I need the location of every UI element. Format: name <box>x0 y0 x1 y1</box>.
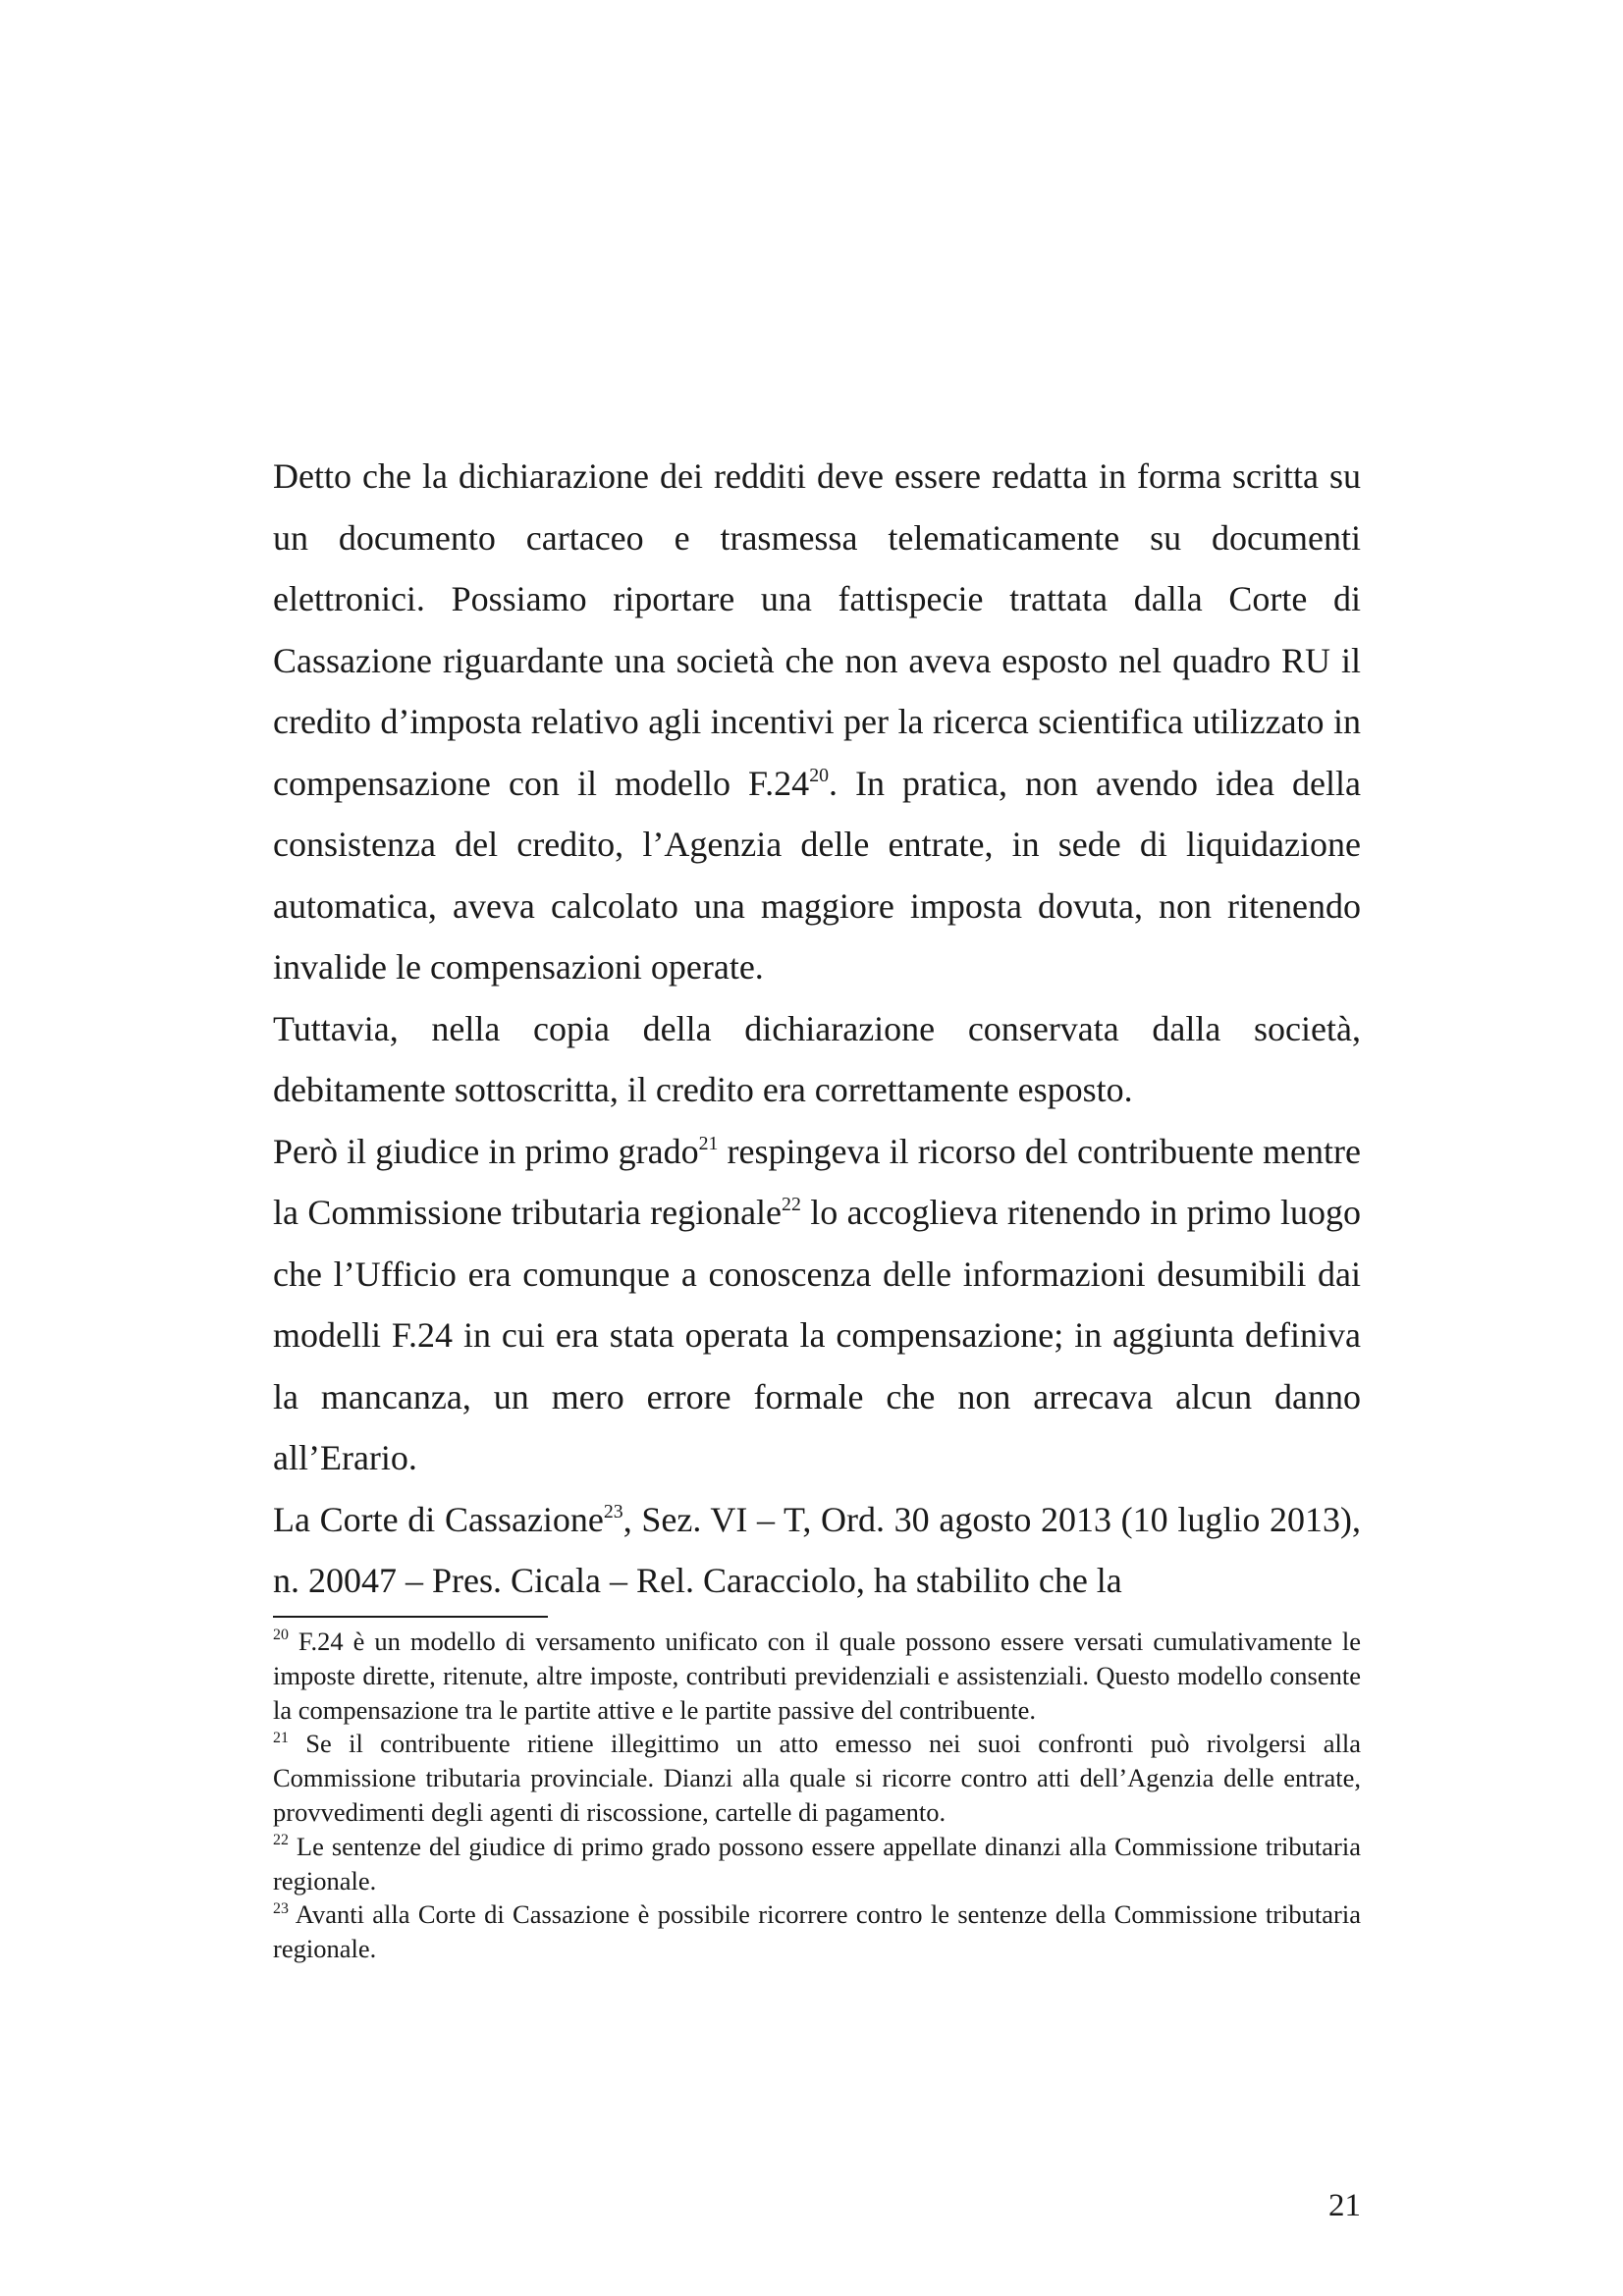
footnote-text: F.24 è un modello di versamento unificato con il quale possono essere versati cumulativamente le imposte dirette, ritenute, altre imposte, contributi previdenziali e assistenziali. Questo modello consente la compensazione tra le partite attive e le partite passive del contribuente. <box>273 1627 1361 1725</box>
footnote-ref-23[interactable]: 23 <box>603 1500 623 1522</box>
footnote-text: Le sentenze del giudice di primo grado possono essere appellate dinanzi alla Commissione tributaria regionale. <box>273 1831 1361 1896</box>
footnote-20 <box>273 1625 1361 1727</box>
footnote-number: 21 <box>273 1729 289 1746</box>
paragraph-1-text: Detto che la dichiarazione dei redditi deve essere redatta in forma scritta su un documento cartaceo e trasmessa telematicamente su documenti elettronici. Possiamo riportare una fattispecie trattata dalla Corte di Cassazione riguardante una società che non aveva esposto nel quadro RU il credito d’imposta relativo agli incentivi per la ricerca scientifica utilizzato in compensazione con il modello F.24 <box>273 456 1361 803</box>
paragraph-3-text-cont: respingeva il ricorso del contribuente mentre la Commissione tributaria regionale <box>273 1131 1362 1232</box>
footnote-text: Avanti alla Corte di Cassazione è possibile ricorrere contro le sentenze della Commissione tributaria regionale. <box>273 1899 1361 1964</box>
body-text <box>273 446 1361 1612</box>
footnotes <box>273 1625 1361 1966</box>
footnote-separator <box>273 1616 548 1618</box>
footnote-number: 20 <box>273 1627 289 1644</box>
footnote-ref-22[interactable]: 22 <box>782 1194 801 1216</box>
footnote-number: 22 <box>273 1832 289 1849</box>
paragraph-4-text-cont: , Sez. VI – T, Ord. 30 agosto 2013 (10 luglio 2013), n. 20047 – Pres. Cicala – Rel. Caracciolo, ha stabilito che la <box>273 1499 1361 1600</box>
paragraph-3 <box>273 1121 1361 1489</box>
paragraph-1-text-cont: . In pratica, non avendo idea della consistenza del credito, l’Agenzia delle entrate, in sede di liquidazione automatica, aveva calcolato una maggiore imposta dovuta, non ritenendo invalide le compensazioni operate. <box>273 763 1362 987</box>
footnote-number: 23 <box>273 1899 289 1917</box>
footnote-ref-21[interactable]: 21 <box>698 1132 719 1154</box>
footnote-text: Se il contribuente ritiene illegittimo un atto emesso nei suoi confronti può rivolgersi alla Commissione tributaria provinciale. Dianzi alla quale si ricorre contro atti dell’Agenzia delle entrate, provvedimenti degli agenti di riscossione, cartelle di pagamento. <box>273 1729 1361 1827</box>
footnote-ref-20[interactable]: 20 <box>809 764 829 786</box>
paragraph-2 <box>273 998 1361 1121</box>
paragraph-4-text: La Corte di Cassazione <box>273 1499 604 1539</box>
page-number: 21 <box>1328 2188 1361 2223</box>
footnote-21 <box>273 1727 1361 1829</box>
footnote-22 <box>273 1830 1361 1898</box>
paragraph-1 <box>273 446 1361 998</box>
paragraph-3-text-cont-2: lo accoglieva ritenendo in primo luogo che l’Ufficio era comunque a conoscenza delle informazioni desumibili dai modelli F.24 in cui era stata operata la compensazione; in aggiunta definiva la mancanza, un mero errore formale che non arrecava alcun danno all’Erario. <box>273 1193 1362 1477</box>
footnote-23 <box>273 1897 1361 1966</box>
paragraph-4 <box>273 1489 1361 1612</box>
paragraph-3-text: Però il giudice in primo grado <box>273 1131 699 1171</box>
paragraph-2-text: Tuttavia, nella copia della dichiarazione conservata dalla società, debitamente sottoscritta, il credito era correttamente esposto. <box>273 1008 1361 1109</box>
